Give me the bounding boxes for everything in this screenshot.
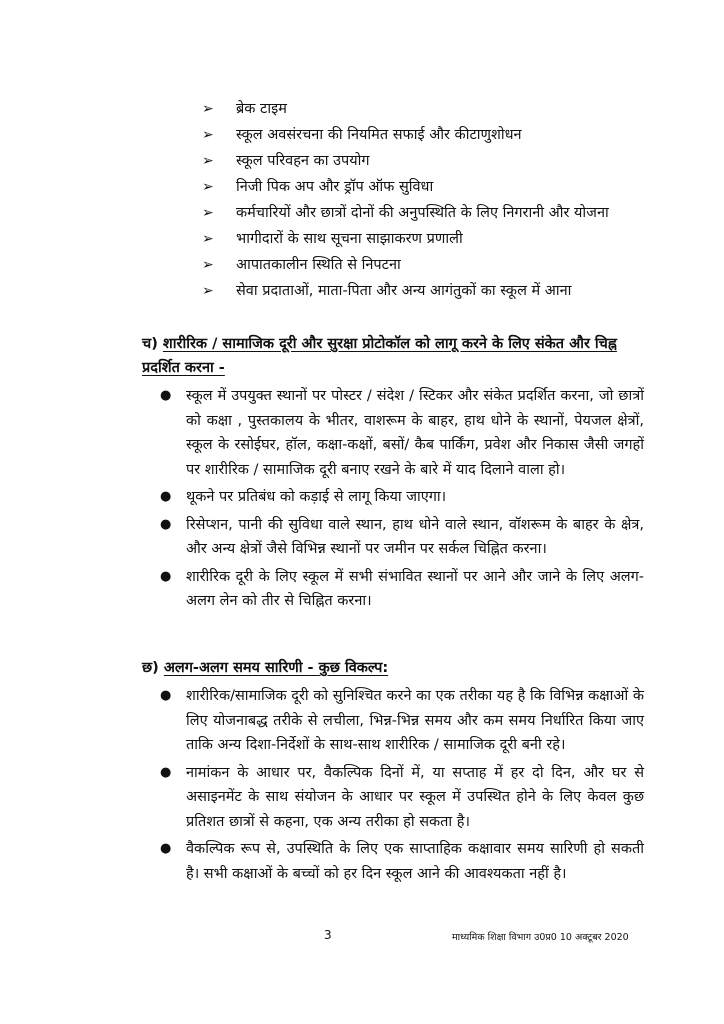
section-heading-c: च) शारीरिक / सामाजिक दूरी और सुरक्षा प्रोटोकॉल को लागू करने के लिए संकेत और चिह्न प्रदर्शित करना -: [142, 336, 617, 376]
bullet-dot-icon: ●: [160, 388, 172, 403]
arrow-bullet-icon: ➢: [202, 205, 214, 221]
bullet-dot-icon: ●: [160, 688, 172, 703]
list-item: ● रिसेप्शन, पानी की सुविधा वाले स्थान, हाथ धोने वाले स्थान, वॉशरूम के बाहर के क्षेत्र, और अन्य क्षेत्रों जैसे विभिन्न स्थानों पर जमीन पर सर्कल चिह्नित करना।: [160, 513, 644, 562]
list-item: ● नामांकन के आधार पर, वैकल्पिक दिनों में, या सप्ताह में हर दो दिन, और घर से असाइनमेंट के साथ संयोजन के आधार पर स्कूल में उपस्थित होने के लिए केवल कुछ प्रतिशत छात्रों से कहना, एक अन्य तरीका हो सकता है।: [160, 761, 644, 835]
section-d-bullets: [160, 684, 644, 889]
list-item: ● शारीरिक दूरी के लिए स्कूल में सभी संभावित स्थानों पर आने और जाने के लिए अलग-अलग लेन को तीर से चिह्नित करना।: [160, 565, 644, 614]
arrow-bullet-icon: ➢: [202, 257, 214, 273]
arrow-list: [202, 97, 642, 303]
bullet-dot-icon: ●: [160, 568, 172, 584]
arrow-bullet-icon: ➢: [202, 231, 214, 247]
list-item: ➢ सेवा प्रदाताओं, माता-पिता और अन्य आगंतुकों का स्कूल में आना: [202, 279, 642, 303]
list-item: ➢ भागीदारों के साथ सूचना साझाकरण प्रणाली: [202, 227, 642, 251]
list-item: ● वैकल्पिक रूप से, उपस्थिति के लिए एक साप्ताहिक कक्षावार समय सारिणी हो सकती है। सभी कक्षाओं के बच्चों को हर दिन स्कूल आने की आवश्यकता नहीं है।: [160, 837, 644, 886]
list-item: ● शारीरिक/सामाजिक दूरी को सुनिश्चित करने का एक तरीका यह है कि विभिन्न कक्षाओं के लिए योजनाबद्ध तरीके से लचीला, भिन्न-भिन्न समय और कम समय निर्धारित किया जाए ताकि अन्य दिशा-निर्देशों के साथ-साथ शारीरिक / सामाजिक दूरी बनी रहे।: [160, 684, 644, 758]
list-item: ● स्कूल में उपयुक्त स्थानों पर पोस्टर / संदेश / स्टिकर और संकेत प्रदर्शित करना, जो छात्रों को कक्षा , पुस्तकालय के भीतर, वाशरूम के बाहर, हाथ धोने के स्थानों, पेयजल क्षेत्रों, स्कूल के रसोईघर, हॉल, कक्षा-कक्षों, बसों/ कैब पार्किंग, प्रवेश और निकास जैसी जगहों पर शारीरिक / सामाजिक दूरी बनाए रखने के बारे में याद दिलाने वाला हो।: [160, 384, 644, 482]
bullet-dot-icon: ●: [160, 764, 172, 780]
list-item: ➢ निजी पिक अप और ड्रॉप ऑफ सुविधा: [202, 175, 642, 199]
arrow-bullet-icon: ➢: [202, 283, 214, 299]
bullet-dot-icon: ●: [160, 489, 172, 504]
list-item: ➢ स्कूल परिवहन का उपयोग: [202, 149, 642, 173]
list-item: ● थूकने पर प्रतिबंध को कड़ाई से लागू किया जाएगा।: [160, 485, 644, 510]
list-item: ➢ कर्मचारियों और छात्रों दोनों की अनुपस्थिति के लिए निगरानी और योजना: [202, 201, 642, 225]
arrow-bullet-icon: ➢: [202, 101, 214, 117]
list-item: ➢ ब्रेक टाइम: [202, 97, 642, 121]
arrow-bullet-icon: ➢: [202, 153, 214, 169]
arrow-bullet-icon: ➢: [202, 179, 214, 195]
footer-note: माध्यमिक शिक्षा विभाग उ0प्र0 10 अक्टूबर 2020: [452, 932, 629, 943]
section-c-bullets: [160, 384, 644, 617]
bullet-dot-icon: ●: [160, 841, 172, 856]
list-item: ➢ आपातकालीन स्थिति से निपटना: [202, 253, 642, 277]
list-item: ➢ स्कूल अवसंरचना की नियमित सफाई और कीटाणुशोधन: [202, 123, 642, 147]
section-heading-d: छ) अलग-अलग समय सारिणी - कुछ विकल्प:: [142, 660, 389, 676]
page-number: 3: [324, 928, 332, 942]
bullet-dot-icon: ●: [160, 516, 172, 532]
arrow-bullet-icon: ➢: [202, 127, 214, 143]
